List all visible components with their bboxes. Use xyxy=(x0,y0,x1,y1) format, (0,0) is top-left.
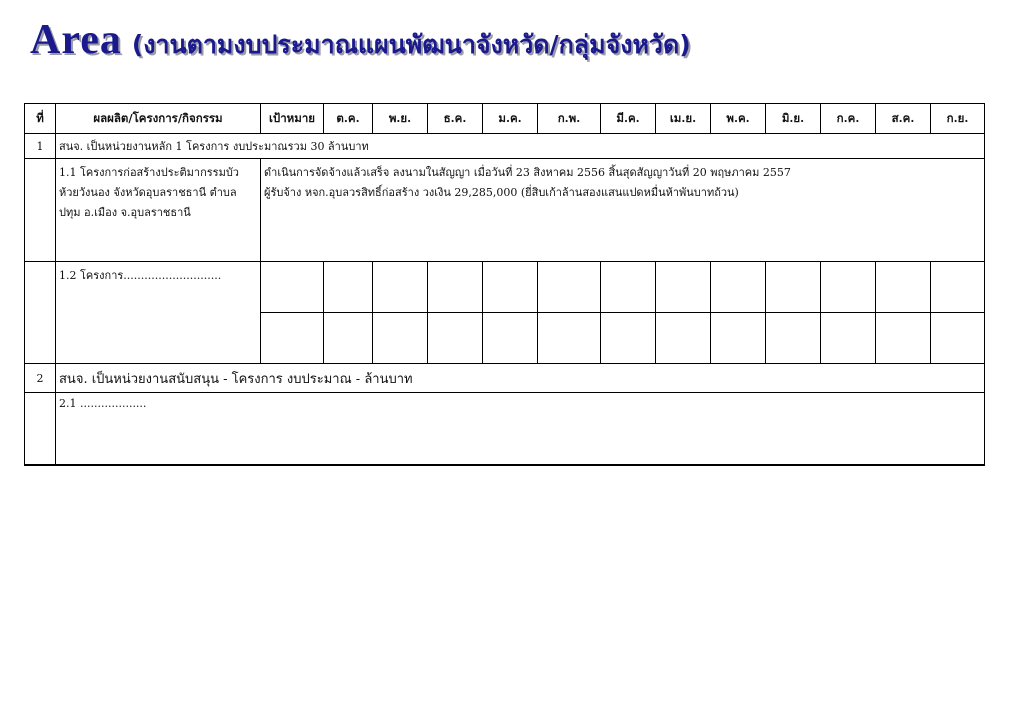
month-cell xyxy=(931,313,985,364)
header-cell: ต.ค. xyxy=(324,104,373,134)
header-cell: มิ.ย. xyxy=(766,104,821,134)
item-2-1-row xyxy=(25,393,985,466)
page-title xyxy=(30,16,691,65)
section-2-row xyxy=(25,364,985,393)
item-1-1-detail-line2: ผู้รับจ้าง หจก.อุบลวรสิทธิ์ก่อสร้าง วงเงิน 29,285,000 (ยี่สิบเก้าล้านสองแสนแปดหมื่นห้าพันบาทถ้วน) xyxy=(264,186,739,199)
header-cell: ก.พ. xyxy=(538,104,601,134)
month-cell xyxy=(876,313,931,364)
target-cell xyxy=(261,262,324,313)
item-1-1-detail-line1: ดำเนินการจัดจ้างแล้วเสร็จ ลงนามในสัญญา เมื่อวันที่ 23 สิงหาคม 2556 สิ้นสุดสัญญาวันที่ 20 พฤษภาคม 2557 xyxy=(264,166,791,179)
header-cell: ที่ xyxy=(25,104,56,134)
header-cell: ก.ค. xyxy=(821,104,876,134)
month-cell xyxy=(766,262,821,313)
month-cell xyxy=(373,313,428,364)
item-1-1-row xyxy=(25,159,985,262)
header-cell: ผลผลิต/โครงการ/กิจกรรม xyxy=(56,104,261,134)
section-number: 1 xyxy=(25,134,56,159)
header-row xyxy=(25,104,985,134)
title-main: Area xyxy=(30,17,122,63)
header-cell: ส.ค. xyxy=(876,104,931,134)
month-cell xyxy=(483,313,538,364)
month-cell xyxy=(656,262,711,313)
section-1-row xyxy=(25,134,985,159)
item-1-1-detail xyxy=(261,159,985,262)
month-cell xyxy=(324,262,373,313)
header-cell: เม.ย. xyxy=(656,104,711,134)
item-1-1-name: 1.1 โครงการก่อสร้างประติมากรรมบัวห้วยวังนอง จังหวัดอุบลราชธานี ตำบลปทุม อ.เมือง จ.อุบลราชธานี xyxy=(56,159,261,262)
month-cell xyxy=(428,262,483,313)
month-cell xyxy=(538,313,601,364)
month-cell xyxy=(538,262,601,313)
month-cell xyxy=(876,262,931,313)
month-cell xyxy=(483,262,538,313)
header-cell: พ.ย. xyxy=(373,104,428,134)
header-cell: เป้าหมาย xyxy=(261,104,324,134)
item-number-cell xyxy=(25,393,56,466)
header-cell: พ.ค. xyxy=(711,104,766,134)
month-cell xyxy=(373,262,428,313)
header-cell: ก.ย. xyxy=(931,104,985,134)
item-number-cell xyxy=(25,262,56,364)
month-cell xyxy=(711,313,766,364)
item-2-1-name: 2.1 ................... xyxy=(56,393,985,466)
title-subtitle: (งานตามงบประมาณแผนพัฒนาจังหวัด/กลุ่มจังหวัด) xyxy=(131,30,691,59)
item-number-cell xyxy=(25,159,56,262)
month-cell xyxy=(711,262,766,313)
month-cell xyxy=(601,313,656,364)
month-cell xyxy=(324,313,373,364)
item-1-2-row xyxy=(25,262,985,313)
header-cell: ธ.ค. xyxy=(428,104,483,134)
header-cell: มี.ค. xyxy=(601,104,656,134)
header-cell: ม.ค. xyxy=(483,104,538,134)
section-2-text: สนจ. เป็นหน่วยงานสนับสนุน - โครงการ งบประมาณ - ล้านบาท xyxy=(56,364,985,393)
month-cell xyxy=(821,262,876,313)
month-cell xyxy=(656,313,711,364)
item-1-2-name: 1.2 โครงการ............................ xyxy=(56,262,261,364)
month-cell xyxy=(601,262,656,313)
target-cell xyxy=(261,313,324,364)
month-cell xyxy=(428,313,483,364)
month-cell xyxy=(821,313,876,364)
section-1-text: สนจ. เป็นหน่วยงานหลัก 1 โครงการ งบประมาณรวม 30 ล้านบาท xyxy=(56,134,985,159)
section-number: 2 xyxy=(25,364,56,393)
project-plan-table xyxy=(24,103,985,466)
month-cell xyxy=(766,313,821,364)
month-cell xyxy=(931,262,985,313)
